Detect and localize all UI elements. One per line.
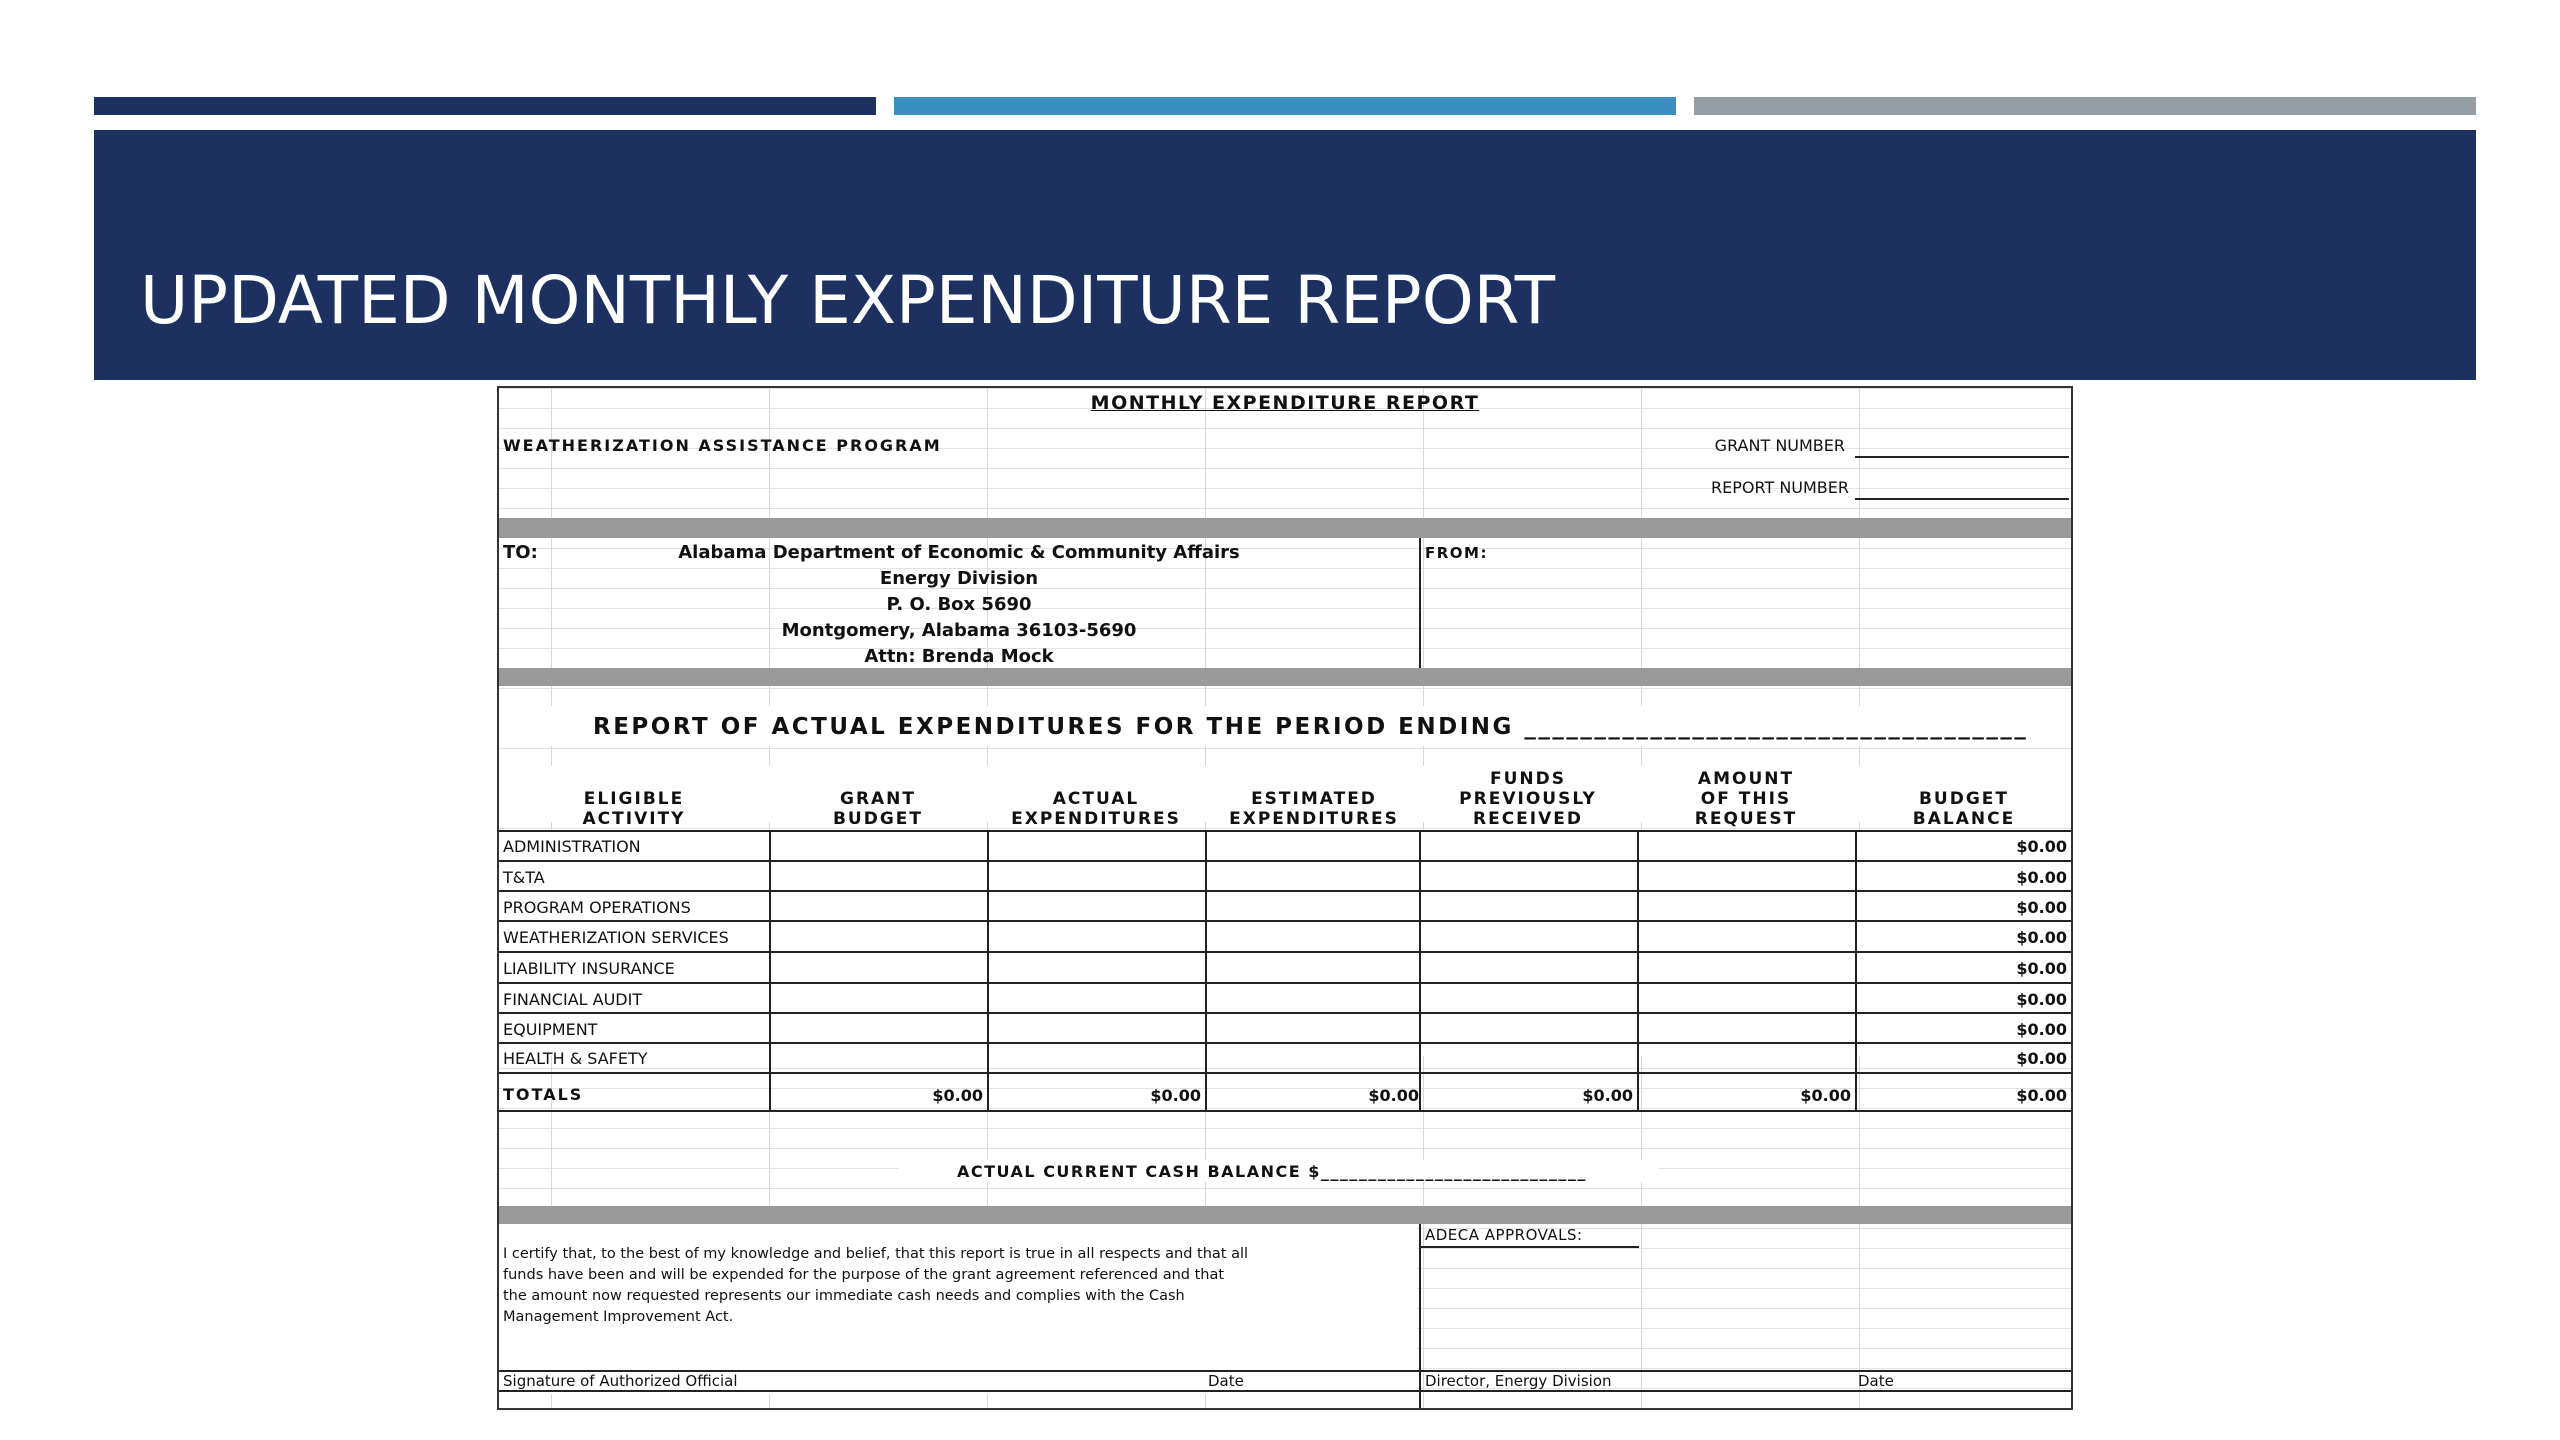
certification-line: I certify that, to the best of my knowledge and belief, that this report is true in all respects and that all [503,1246,1249,1262]
col-header-text: ACTUAL [1052,789,1140,809]
col-estimated-expenditures [1205,789,1423,829]
col-budget-balance [1855,789,2073,829]
col-header-text: EXPENDITURES [1229,809,1399,829]
table-row-balance: $0.00 [2016,928,2067,947]
certification-line: Management Improvement Act. [503,1309,734,1325]
address-divider [1419,538,1421,668]
table-row-activity: LIABILITY INSURANCE [503,959,675,978]
col-header-text: BUDGET [1918,789,2010,809]
to-line-1: Alabama Department of Economic & Community Affairs [678,542,1240,563]
report-number-line [1855,498,2069,500]
total-amount-of-request: $0.00 [1800,1086,1851,1105]
col-header-text: ELIGIBLE [583,789,685,809]
accent-bar-gray [1694,97,2476,115]
row-divider [499,982,2071,984]
form-bottom-line [499,1390,2071,1392]
totals-bottom-border [499,1110,2071,1112]
cash-balance-line: ACTUAL CURRENT CASH BALANCE $____________________________ [957,1162,1587,1181]
totals-top-border [499,1072,2071,1074]
total-funds-previously-received: $0.00 [1582,1086,1633,1105]
col-divider [769,830,771,1110]
row-divider [499,860,2071,862]
to-label: TO: [503,542,538,563]
separator-band-3 [499,1206,2071,1224]
totals-label: TOTALS [503,1085,584,1104]
approvals-underline [1421,1246,1639,1248]
col-grant-budget [769,789,987,829]
certification-line: funds have been and will be expended for the purpose of the grant agreement referenced and that [503,1267,1225,1283]
col-header-text: GRANT [839,789,917,809]
table-row-balance: $0.00 [2016,1020,2067,1039]
slide-title: UPDATED MONTHLY EXPENDITURE REPORT [140,262,1556,339]
program-name: WEATHERIZATION ASSISTANCE PROGRAM [503,436,942,455]
row-divider [499,1042,2071,1044]
table-row-activity: EQUIPMENT [503,1020,598,1039]
expenditure-form [497,386,2073,1410]
table-row-activity: T&TA [503,868,545,887]
col-header-text: BALANCE [1912,809,2016,829]
row-divider [499,920,2071,922]
col-header-text: ESTIMATED [1251,789,1377,809]
accent-bar-dark [94,97,876,115]
approvals-label: ADECA APPROVALS: [1425,1226,1583,1244]
col-divider [1637,830,1639,1110]
col-eligible-activity [499,789,769,829]
date-label-director: Date [1858,1372,1894,1390]
table-row-balance: $0.00 [2016,898,2067,917]
col-header-text: OF THIS [1700,789,1792,809]
date-label-signer: Date [1208,1372,1244,1390]
col-header-text: FUNDS [1490,769,1566,789]
grant-number-line [1855,456,2069,458]
grant-number-label: GRANT NUMBER [1714,436,1845,455]
report-number-label: REPORT NUMBER [1711,478,1849,497]
table-row-activity: WEATHERIZATION SERVICES [503,928,729,947]
col-funds-previously-received [1419,769,1637,829]
to-line-2: Energy Division [879,568,1039,589]
col-header-text: EXPENDITURES [1011,809,1181,829]
total-actual-expenditures: $0.00 [1150,1086,1201,1105]
from-label: FROM: [1425,544,1488,562]
table-bg [499,830,2071,1056]
total-budget-balance: $0.00 [2016,1086,2067,1105]
total-estimated-expenditures: $0.00 [1368,1086,1419,1105]
to-line-4: Montgomery, Alabama 36103-5690 [781,620,1137,641]
row-divider [499,890,2071,892]
signature-label: Signature of Authorized Official [503,1372,738,1390]
table-row-activity: HEALTH & SAFETY [503,1049,648,1068]
col-header-text: ACTIVITY [582,809,686,829]
col-header-text: BUDGET [832,809,924,829]
col-header-text: AMOUNT [1697,769,1795,789]
form-title: MONTHLY EXPENDITURE REPORT [1090,392,1480,414]
table-top-border [499,830,2071,832]
table-row-activity: PROGRAM OPERATIONS [503,898,691,917]
table-row-balance: $0.00 [2016,868,2067,887]
period-heading: REPORT OF ACTUAL EXPENDITURES FOR THE PERIOD ENDING ____________________________________ [593,714,2029,740]
certification-line: the amount now requested represents our immediate cash needs and complies with the Cash [503,1288,1185,1304]
to-line-3: P. O. Box 5690 [886,594,1032,615]
table-row-balance: $0.00 [2016,959,2067,978]
approval-divider [1419,1224,1421,1408]
table-row-activity: FINANCIAL AUDIT [503,990,643,1009]
col-header-text: PREVIOUSLY [1459,789,1597,809]
table-row-activity: ADMINISTRATION [503,837,641,856]
separator-band [499,518,2071,538]
col-divider [1855,830,1857,1110]
to-line-5: Attn: Brenda Mock [864,646,1054,667]
col-amount-of-this-request [1637,769,1855,829]
table-row-balance: $0.00 [2016,837,2067,856]
separator-band-2 [499,668,2071,686]
director-label: Director, Energy Division [1425,1372,1612,1390]
title-banner [94,130,2476,380]
accent-bar-blue [894,97,1676,115]
col-header-text: RECEIVED [1473,809,1583,829]
table-row-balance: $0.00 [2016,1049,2067,1068]
row-divider [499,951,2071,953]
col-divider [987,830,989,1110]
col-divider [1205,830,1207,1110]
col-actual-expenditures [987,789,1205,829]
row-divider [499,1012,2071,1014]
col-divider [1419,830,1421,1110]
table-row-balance: $0.00 [2016,990,2067,1009]
total-grant-budget: $0.00 [932,1086,983,1105]
col-header-text: REQUEST [1694,809,1798,829]
